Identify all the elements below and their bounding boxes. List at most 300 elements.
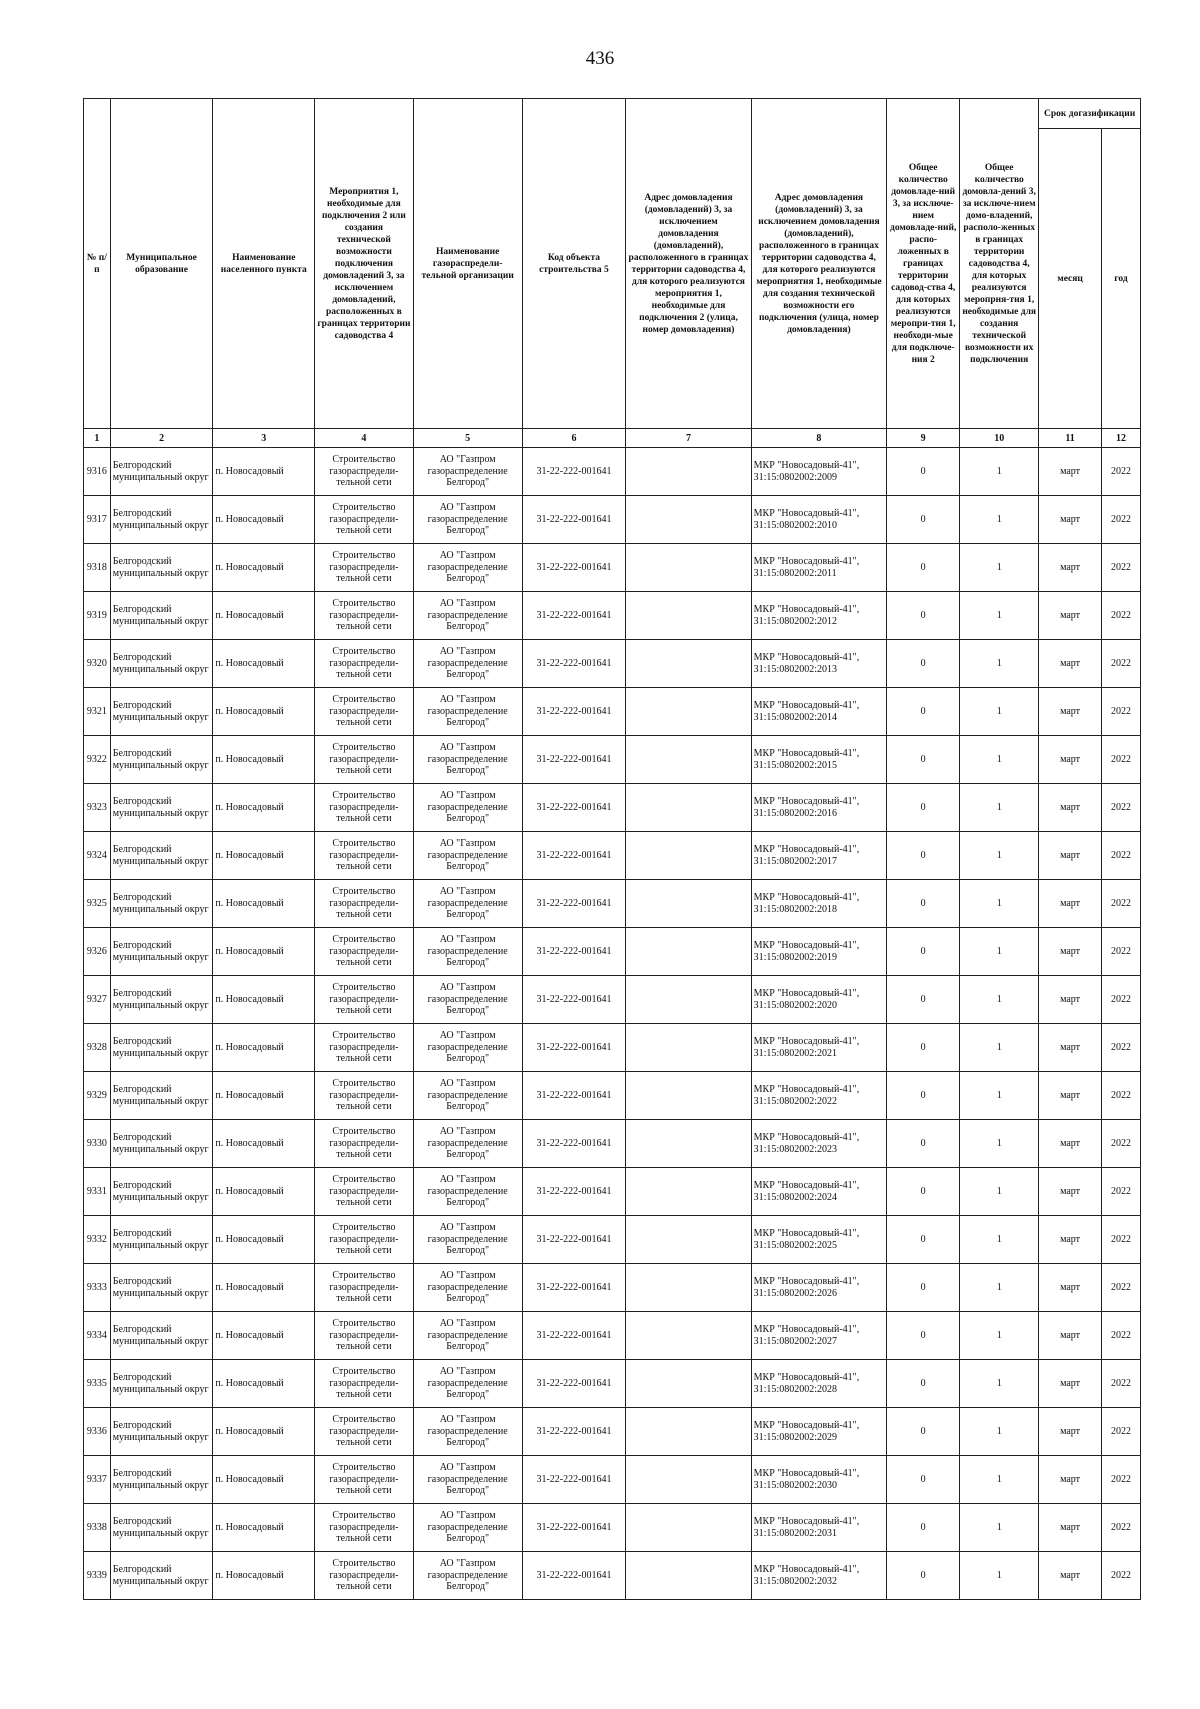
cell-row-number: 9334 xyxy=(84,1312,111,1360)
cell-locality: п. Новосадовый xyxy=(213,736,315,784)
cell-municipality: Белгородский муниципальный округ xyxy=(110,976,213,1024)
cell-count-connection: 0 xyxy=(887,928,960,976)
table-header xyxy=(84,99,1141,429)
cell-organization: АО "Газпром газораспределение Белгород" xyxy=(413,1168,522,1216)
cell-count-connection: 0 xyxy=(887,1408,960,1456)
cell-address-connection xyxy=(626,544,751,592)
cell-address-capability: МКР "Новосадовый-41", 31:15:0802002:2025 xyxy=(751,1216,887,1264)
cell-organization: АО "Газпром газораспределение Белгород" xyxy=(413,1072,522,1120)
header-count-connection: Общее количество домовладе-ний 3, за исключе-нием домовладе-ний, распо-ложенных в границах территории садовод-ства 4, для которых реализуются меропри-тия 1, необходи-мые для подключе-ния 2 xyxy=(887,99,960,429)
cell-object-code: 31-22-222-001641 xyxy=(522,1360,626,1408)
cell-locality: п. Новосадовый xyxy=(213,1216,315,1264)
cell-municipality: Белгородский муниципальный округ xyxy=(110,1360,213,1408)
cell-locality: п. Новосадовый xyxy=(213,1168,315,1216)
cell-year: 2022 xyxy=(1101,1264,1140,1312)
cell-measure: Строительство газораспредели-тельной сети xyxy=(315,1216,414,1264)
cell-month: март xyxy=(1039,928,1102,976)
cell-municipality: Белгородский муниципальный округ xyxy=(110,1168,213,1216)
cell-measure: Строительство газораспредели-тельной сети xyxy=(315,784,414,832)
cell-organization: АО "Газпром газораспределение Белгород" xyxy=(413,928,522,976)
cell-address-capability: МКР "Новосадовый-41", 31:15:0802002:2023 xyxy=(751,1120,887,1168)
cell-month: март xyxy=(1039,1120,1102,1168)
header-count-capability: Общее количество домовла-дений 3, за исключе-нием домо-владений, располо-женных в границах территории садоводства 4, для которых реализуются меропрня-тия 1, необходимые для создания технической возможности их подключения xyxy=(960,99,1039,429)
cell-year: 2022 xyxy=(1101,688,1140,736)
cell-row-number: 9323 xyxy=(84,784,111,832)
cell-month: март xyxy=(1039,1264,1102,1312)
cell-count-capability: 1 xyxy=(960,1504,1039,1552)
cell-address-capability: МКР "Новосадовый-41", 31:15:0802002:2014 xyxy=(751,688,887,736)
cell-address-capability: МКР "Новосадовый-41", 31:15:0802002:2024 xyxy=(751,1168,887,1216)
table-row xyxy=(84,1216,1141,1264)
table-row xyxy=(84,1360,1141,1408)
table-row xyxy=(84,880,1141,928)
cell-address-connection xyxy=(626,976,751,1024)
cell-row-number: 9336 xyxy=(84,1408,111,1456)
cell-organization: АО "Газпром газораспределение Белгород" xyxy=(413,976,522,1024)
cell-address-capability: МКР "Новосадовый-41", 31:15:0802002:2027 xyxy=(751,1312,887,1360)
cell-object-code: 31-22-222-001641 xyxy=(522,496,626,544)
cell-municipality: Белгородский муниципальный округ xyxy=(110,928,213,976)
cell-row-number: 9335 xyxy=(84,1360,111,1408)
cell-count-connection: 0 xyxy=(887,1456,960,1504)
cell-row-number: 9324 xyxy=(84,832,111,880)
cell-address-capability: МКР "Новосадовый-41", 31:15:0802002:2026 xyxy=(751,1264,887,1312)
table-row xyxy=(84,784,1141,832)
cell-municipality: Белгородский муниципальный округ xyxy=(110,640,213,688)
cell-address-connection xyxy=(626,1072,751,1120)
cell-municipality: Белгородский муниципальный округ xyxy=(110,1456,213,1504)
cell-address-connection xyxy=(626,640,751,688)
cell-municipality: Белгородский муниципальный округ xyxy=(110,880,213,928)
column-number: 8 xyxy=(751,429,887,448)
cell-month: март xyxy=(1039,448,1102,496)
cell-address-connection xyxy=(626,880,751,928)
cell-object-code: 31-22-222-001641 xyxy=(522,880,626,928)
cell-address-capability: МКР "Новосадовый-41", 31:15:0802002:2030 xyxy=(751,1456,887,1504)
cell-month: март xyxy=(1039,1024,1102,1072)
cell-measure: Строительство газораспредели-тельной сети xyxy=(315,1024,414,1072)
cell-object-code: 31-22-222-001641 xyxy=(522,1408,626,1456)
cell-row-number: 9326 xyxy=(84,928,111,976)
cell-count-capability: 1 xyxy=(960,1024,1039,1072)
cell-organization: АО "Газпром газораспределение Белгород" xyxy=(413,1024,522,1072)
cell-locality: п. Новосадовый xyxy=(213,880,315,928)
cell-count-capability: 1 xyxy=(960,1120,1039,1168)
cell-year: 2022 xyxy=(1101,1216,1140,1264)
cell-measure: Строительство газораспредели-тельной сети xyxy=(315,1072,414,1120)
cell-organization: АО "Газпром газораспределение Белгород" xyxy=(413,832,522,880)
header-deadline-group: Срок догазификации xyxy=(1039,99,1141,129)
cell-count-connection: 0 xyxy=(887,880,960,928)
cell-count-capability: 1 xyxy=(960,1360,1039,1408)
cell-year: 2022 xyxy=(1101,1456,1140,1504)
cell-municipality: Белгородский муниципальный округ xyxy=(110,1264,213,1312)
cell-month: март xyxy=(1039,1312,1102,1360)
cell-month: март xyxy=(1039,1504,1102,1552)
cell-measure: Строительство газораспредели-тельной сети xyxy=(315,640,414,688)
cell-object-code: 31-22-222-001641 xyxy=(522,544,626,592)
cell-organization: АО "Газпром газораспределение Белгород" xyxy=(413,448,522,496)
cell-year: 2022 xyxy=(1101,784,1140,832)
cell-organization: АО "Газпром газораспределение Белгород" xyxy=(413,640,522,688)
cell-row-number: 9332 xyxy=(84,1216,111,1264)
header-address-capability: Адрес домовладения (домовладений) 3, за исключением домовладения (домовладений), расположенного в границах территории садоводства 4, для которого реализуются мероприятия 1, необходимые для создания технической возможности его подключения (улица, номер домовладения) xyxy=(751,99,887,429)
table-row xyxy=(84,1504,1141,1552)
cell-row-number: 9331 xyxy=(84,1168,111,1216)
cell-count-capability: 1 xyxy=(960,736,1039,784)
cell-address-connection xyxy=(626,688,751,736)
cell-count-connection: 0 xyxy=(887,784,960,832)
cell-measure: Строительство газораспредели-тельной сети xyxy=(315,1408,414,1456)
cell-object-code: 31-22-222-001641 xyxy=(522,1312,626,1360)
cell-address-connection xyxy=(626,1504,751,1552)
table-row xyxy=(84,1312,1141,1360)
cell-locality: п. Новосадовый xyxy=(213,1504,315,1552)
cell-measure: Строительство газораспредели-тельной сети xyxy=(315,592,414,640)
cell-row-number: 9319 xyxy=(84,592,111,640)
table-row xyxy=(84,1456,1141,1504)
cell-count-connection: 0 xyxy=(887,736,960,784)
table-row xyxy=(84,1120,1141,1168)
cell-count-capability: 1 xyxy=(960,1216,1039,1264)
cell-month: март xyxy=(1039,496,1102,544)
cell-month: март xyxy=(1039,736,1102,784)
cell-locality: п. Новосадовый xyxy=(213,832,315,880)
cell-locality: п. Новосадовый xyxy=(213,1312,315,1360)
cell-address-capability: МКР "Новосадовый-41", 31:15:0802002:2016 xyxy=(751,784,887,832)
cell-year: 2022 xyxy=(1101,1312,1140,1360)
cell-month: март xyxy=(1039,592,1102,640)
cell-month: март xyxy=(1039,544,1102,592)
cell-row-number: 9320 xyxy=(84,640,111,688)
cell-locality: п. Новосадовый xyxy=(213,1024,315,1072)
cell-locality: п. Новосадовый xyxy=(213,1360,315,1408)
cell-measure: Строительство газораспредели-тельной сети xyxy=(315,1504,414,1552)
cell-organization: АО "Газпром газораспределение Белгород" xyxy=(413,1312,522,1360)
cell-year: 2022 xyxy=(1101,880,1140,928)
cell-month: март xyxy=(1039,640,1102,688)
cell-count-capability: 1 xyxy=(960,976,1039,1024)
column-number: 11 xyxy=(1039,429,1102,448)
column-number: 10 xyxy=(960,429,1039,448)
cell-measure: Строительство газораспредели-тельной сети xyxy=(315,976,414,1024)
cell-month: март xyxy=(1039,1216,1102,1264)
cell-locality: п. Новосадовый xyxy=(213,640,315,688)
cell-locality: п. Новосадовый xyxy=(213,784,315,832)
cell-municipality: Белгородский муниципальный округ xyxy=(110,544,213,592)
table-row xyxy=(84,976,1141,1024)
cell-row-number: 9318 xyxy=(84,544,111,592)
cell-measure: Строительство газораспредели-тельной сети xyxy=(315,544,414,592)
cell-count-connection: 0 xyxy=(887,640,960,688)
cell-row-number: 9317 xyxy=(84,496,111,544)
cell-address-connection xyxy=(626,1408,751,1456)
cell-measure: Строительство газораспредели-тельной сети xyxy=(315,448,414,496)
table-row xyxy=(84,1264,1141,1312)
cell-month: март xyxy=(1039,1072,1102,1120)
cell-address-connection xyxy=(626,448,751,496)
cell-address-capability: МКР "Новосадовый-41", 31:15:0802002:2015 xyxy=(751,736,887,784)
cell-object-code: 31-22-222-001641 xyxy=(522,928,626,976)
cell-object-code: 31-22-222-001641 xyxy=(522,784,626,832)
cell-object-code: 31-22-222-001641 xyxy=(522,736,626,784)
cell-object-code: 31-22-222-001641 xyxy=(522,1264,626,1312)
cell-locality: п. Новосадовый xyxy=(213,496,315,544)
cell-count-capability: 1 xyxy=(960,448,1039,496)
table-row xyxy=(84,1168,1141,1216)
cell-month: март xyxy=(1039,1408,1102,1456)
cell-organization: АО "Газпром газораспределение Белгород" xyxy=(413,880,522,928)
cell-month: март xyxy=(1039,784,1102,832)
cell-count-capability: 1 xyxy=(960,592,1039,640)
cell-row-number: 9337 xyxy=(84,1456,111,1504)
cell-count-connection: 0 xyxy=(887,1072,960,1120)
column-number: 1 xyxy=(84,429,111,448)
cell-object-code: 31-22-222-001641 xyxy=(522,1024,626,1072)
header-object-code: Код объекта строительства 5 xyxy=(522,99,626,429)
cell-measure: Строительство газораспредели-тельной сети xyxy=(315,496,414,544)
cell-address-capability: МКР "Новосадовый-41", 31:15:0802002:2012 xyxy=(751,592,887,640)
cell-year: 2022 xyxy=(1101,1120,1140,1168)
cell-count-capability: 1 xyxy=(960,1552,1039,1600)
cell-row-number: 9327 xyxy=(84,976,111,1024)
cell-year: 2022 xyxy=(1101,1024,1140,1072)
cell-municipality: Белгородский муниципальный округ xyxy=(110,1072,213,1120)
cell-address-capability: МКР "Новосадовый-41", 31:15:0802002:2028 xyxy=(751,1360,887,1408)
cell-year: 2022 xyxy=(1101,1504,1140,1552)
cell-address-capability: МКР "Новосадовый-41", 31:15:0802002:2017 xyxy=(751,832,887,880)
cell-measure: Строительство газораспредели-тельной сети xyxy=(315,1360,414,1408)
table-row xyxy=(84,928,1141,976)
cell-object-code: 31-22-222-001641 xyxy=(522,1456,626,1504)
cell-measure: Строительство газораспредели-тельной сети xyxy=(315,1120,414,1168)
cell-address-connection xyxy=(626,496,751,544)
cell-address-connection xyxy=(626,1552,751,1600)
cell-address-connection xyxy=(626,736,751,784)
table-row xyxy=(84,736,1141,784)
cell-count-capability: 1 xyxy=(960,1264,1039,1312)
table-row xyxy=(84,688,1141,736)
cell-row-number: 9321 xyxy=(84,688,111,736)
cell-measure: Строительство газораспредели-тельной сети xyxy=(315,736,414,784)
cell-address-connection xyxy=(626,1360,751,1408)
cell-organization: АО "Газпром газораспределение Белгород" xyxy=(413,544,522,592)
cell-address-connection xyxy=(626,1312,751,1360)
table-body xyxy=(84,448,1141,1600)
cell-locality: п. Новосадовый xyxy=(213,976,315,1024)
header-year: год xyxy=(1101,129,1140,429)
cell-locality: п. Новосадовый xyxy=(213,1120,315,1168)
table-row xyxy=(84,640,1141,688)
table-row xyxy=(84,1024,1141,1072)
cell-count-connection: 0 xyxy=(887,1264,960,1312)
cell-count-capability: 1 xyxy=(960,1072,1039,1120)
cell-object-code: 31-22-222-001641 xyxy=(522,592,626,640)
cell-measure: Строительство газораспредели-тельной сети xyxy=(315,1312,414,1360)
table-row xyxy=(84,544,1141,592)
cell-row-number: 9339 xyxy=(84,1552,111,1600)
cell-row-number: 9316 xyxy=(84,448,111,496)
cell-count-connection: 0 xyxy=(887,1552,960,1600)
cell-measure: Строительство газораспредели-тельной сети xyxy=(315,688,414,736)
cell-organization: АО "Газпром газораспределение Белгород" xyxy=(413,688,522,736)
header-organization: Наименование газораспредели-тельной организации xyxy=(413,99,522,429)
cell-measure: Строительство газораспредели-тельной сети xyxy=(315,1168,414,1216)
cell-count-capability: 1 xyxy=(960,784,1039,832)
column-number: 6 xyxy=(522,429,626,448)
column-number: 5 xyxy=(413,429,522,448)
cell-object-code: 31-22-222-001641 xyxy=(522,1216,626,1264)
cell-row-number: 9325 xyxy=(84,880,111,928)
cell-year: 2022 xyxy=(1101,1072,1140,1120)
cell-month: март xyxy=(1039,688,1102,736)
cell-address-capability: МКР "Новосадовый-41", 31:15:0802002:2032 xyxy=(751,1552,887,1600)
cell-municipality: Белгородский муниципальный округ xyxy=(110,1504,213,1552)
cell-locality: п. Новосадовый xyxy=(213,1408,315,1456)
header-measures: Мероприятия 1, необходимые для подключения 2 или создания технической возможности подключения домовладений 3, за исключением домовладений, расположенных в границах территории садоводства 4 xyxy=(315,99,414,429)
cell-count-connection: 0 xyxy=(887,976,960,1024)
cell-year: 2022 xyxy=(1101,592,1140,640)
cell-address-connection xyxy=(626,1456,751,1504)
cell-object-code: 31-22-222-001641 xyxy=(522,832,626,880)
cell-organization: АО "Газпром газораспределение Белгород" xyxy=(413,496,522,544)
cell-count-capability: 1 xyxy=(960,1168,1039,1216)
cell-municipality: Белгородский муниципальный округ xyxy=(110,496,213,544)
cell-year: 2022 xyxy=(1101,544,1140,592)
cell-municipality: Белгородский муниципальный округ xyxy=(110,1216,213,1264)
cell-address-capability: МКР "Новосадовый-41", 31:15:0802002:2020 xyxy=(751,976,887,1024)
cell-measure: Строительство газораспредели-тельной сети xyxy=(315,1264,414,1312)
cell-row-number: 9322 xyxy=(84,736,111,784)
cell-object-code: 31-22-222-001641 xyxy=(522,688,626,736)
cell-month: март xyxy=(1039,1168,1102,1216)
cell-organization: АО "Газпром газораспределение Белгород" xyxy=(413,1456,522,1504)
cell-municipality: Белгородский муниципальный округ xyxy=(110,688,213,736)
cell-count-capability: 1 xyxy=(960,928,1039,976)
cell-address-capability: МКР "Новосадовый-41", 31:15:0802002:2010 xyxy=(751,496,887,544)
cell-address-capability: МКР "Новосадовый-41", 31:15:0802002:2011 xyxy=(751,544,887,592)
cell-row-number: 9328 xyxy=(84,1024,111,1072)
header-locality: Наименование населенного пункта xyxy=(213,99,315,429)
cell-measure: Строительство газораспредели-тельной сети xyxy=(315,832,414,880)
cell-year: 2022 xyxy=(1101,928,1140,976)
column-number-row xyxy=(84,429,1141,448)
cell-address-connection xyxy=(626,1024,751,1072)
column-number: 9 xyxy=(887,429,960,448)
cell-count-connection: 0 xyxy=(887,592,960,640)
cell-locality: п. Новосадовый xyxy=(213,1264,315,1312)
cell-row-number: 9333 xyxy=(84,1264,111,1312)
column-number: 7 xyxy=(626,429,751,448)
cell-address-connection xyxy=(626,928,751,976)
cell-count-connection: 0 xyxy=(887,832,960,880)
cell-year: 2022 xyxy=(1101,1552,1140,1600)
cell-municipality: Белгородский муниципальный округ xyxy=(110,1120,213,1168)
cell-locality: п. Новосадовый xyxy=(213,544,315,592)
cell-address-connection xyxy=(626,1264,751,1312)
cell-object-code: 31-22-222-001641 xyxy=(522,1552,626,1600)
cell-count-connection: 0 xyxy=(887,544,960,592)
column-number: 3 xyxy=(213,429,315,448)
cell-organization: АО "Газпром газораспределение Белгород" xyxy=(413,784,522,832)
cell-year: 2022 xyxy=(1101,496,1140,544)
cell-year: 2022 xyxy=(1101,640,1140,688)
cell-count-capability: 1 xyxy=(960,544,1039,592)
header-no: № п/п xyxy=(84,99,111,429)
cell-object-code: 31-22-222-001641 xyxy=(522,1168,626,1216)
cell-locality: п. Новосадовый xyxy=(213,1456,315,1504)
cell-municipality: Белгородский муниципальный округ xyxy=(110,592,213,640)
cell-year: 2022 xyxy=(1101,1408,1140,1456)
cell-address-connection xyxy=(626,1120,751,1168)
cell-count-capability: 1 xyxy=(960,640,1039,688)
cell-municipality: Белгородский муниципальный округ xyxy=(110,1312,213,1360)
table-row xyxy=(84,1072,1141,1120)
cell-address-capability: МКР "Новосадовый-41", 31:15:0802002:2031 xyxy=(751,1504,887,1552)
cell-year: 2022 xyxy=(1101,976,1140,1024)
cell-object-code: 31-22-222-001641 xyxy=(522,976,626,1024)
table-row xyxy=(84,1408,1141,1456)
cell-municipality: Белгородский муниципальный округ xyxy=(110,1024,213,1072)
cell-municipality: Белгородский муниципальный округ xyxy=(110,448,213,496)
cell-year: 2022 xyxy=(1101,832,1140,880)
gasification-table xyxy=(83,98,1141,1600)
cell-municipality: Белгородский муниципальный округ xyxy=(110,1552,213,1600)
cell-count-connection: 0 xyxy=(887,448,960,496)
cell-month: март xyxy=(1039,832,1102,880)
cell-organization: АО "Газпром газораспределение Белгород" xyxy=(413,1120,522,1168)
cell-locality: п. Новосадовый xyxy=(213,688,315,736)
cell-count-capability: 1 xyxy=(960,880,1039,928)
header-address-connection: Адрес домовладения (домовладений) 3, за исключением домовладения (домовладений), расположенного в границах территории садоводства 4, для которого реализуются мероприятия 1, необходимые для подключения 2 (улица, номер домовладения) xyxy=(626,99,751,429)
cell-measure: Строительство газораспредели-тельной сети xyxy=(315,1456,414,1504)
cell-address-capability: МКР "Новосадовый-41", 31:15:0802002:2019 xyxy=(751,928,887,976)
cell-municipality: Белгородский муниципальный округ xyxy=(110,832,213,880)
cell-municipality: Белгородский муниципальный округ xyxy=(110,1408,213,1456)
table-row xyxy=(84,496,1141,544)
cell-count-capability: 1 xyxy=(960,496,1039,544)
cell-count-capability: 1 xyxy=(960,1312,1039,1360)
cell-municipality: Белгородский муниципальный округ xyxy=(110,736,213,784)
cell-organization: АО "Газпром газораспределение Белгород" xyxy=(413,736,522,784)
cell-count-connection: 0 xyxy=(887,1312,960,1360)
cell-year: 2022 xyxy=(1101,1360,1140,1408)
cell-month: март xyxy=(1039,1456,1102,1504)
cell-count-capability: 1 xyxy=(960,688,1039,736)
cell-address-capability: МКР "Новосадовый-41", 31:15:0802002:2022 xyxy=(751,1072,887,1120)
cell-organization: АО "Газпром газораспределение Белгород" xyxy=(413,1408,522,1456)
cell-month: март xyxy=(1039,1552,1102,1600)
cell-organization: АО "Газпром газораспределение Белгород" xyxy=(413,1504,522,1552)
cell-month: март xyxy=(1039,1360,1102,1408)
cell-address-capability: МКР "Новосадовый-41", 31:15:0802002:2021 xyxy=(751,1024,887,1072)
cell-month: март xyxy=(1039,976,1102,1024)
cell-address-capability: МКР "Новосадовый-41", 31:15:0802002:2013 xyxy=(751,640,887,688)
column-number: 12 xyxy=(1101,429,1140,448)
header-municipality: Муниципальное образование xyxy=(110,99,213,429)
cell-locality: п. Новосадовый xyxy=(213,1072,315,1120)
cell-measure: Строительство газораспредели-тельной сети xyxy=(315,928,414,976)
cell-row-number: 9338 xyxy=(84,1504,111,1552)
cell-organization: АО "Газпром газораспределение Белгород" xyxy=(413,1264,522,1312)
cell-count-connection: 0 xyxy=(887,1120,960,1168)
cell-row-number: 9330 xyxy=(84,1120,111,1168)
cell-count-capability: 1 xyxy=(960,1408,1039,1456)
cell-address-capability: МКР "Новосадовый-41", 31:15:0802002:2029 xyxy=(751,1408,887,1456)
cell-locality: п. Новосадовый xyxy=(213,448,315,496)
table-row xyxy=(84,832,1141,880)
table-row xyxy=(84,592,1141,640)
